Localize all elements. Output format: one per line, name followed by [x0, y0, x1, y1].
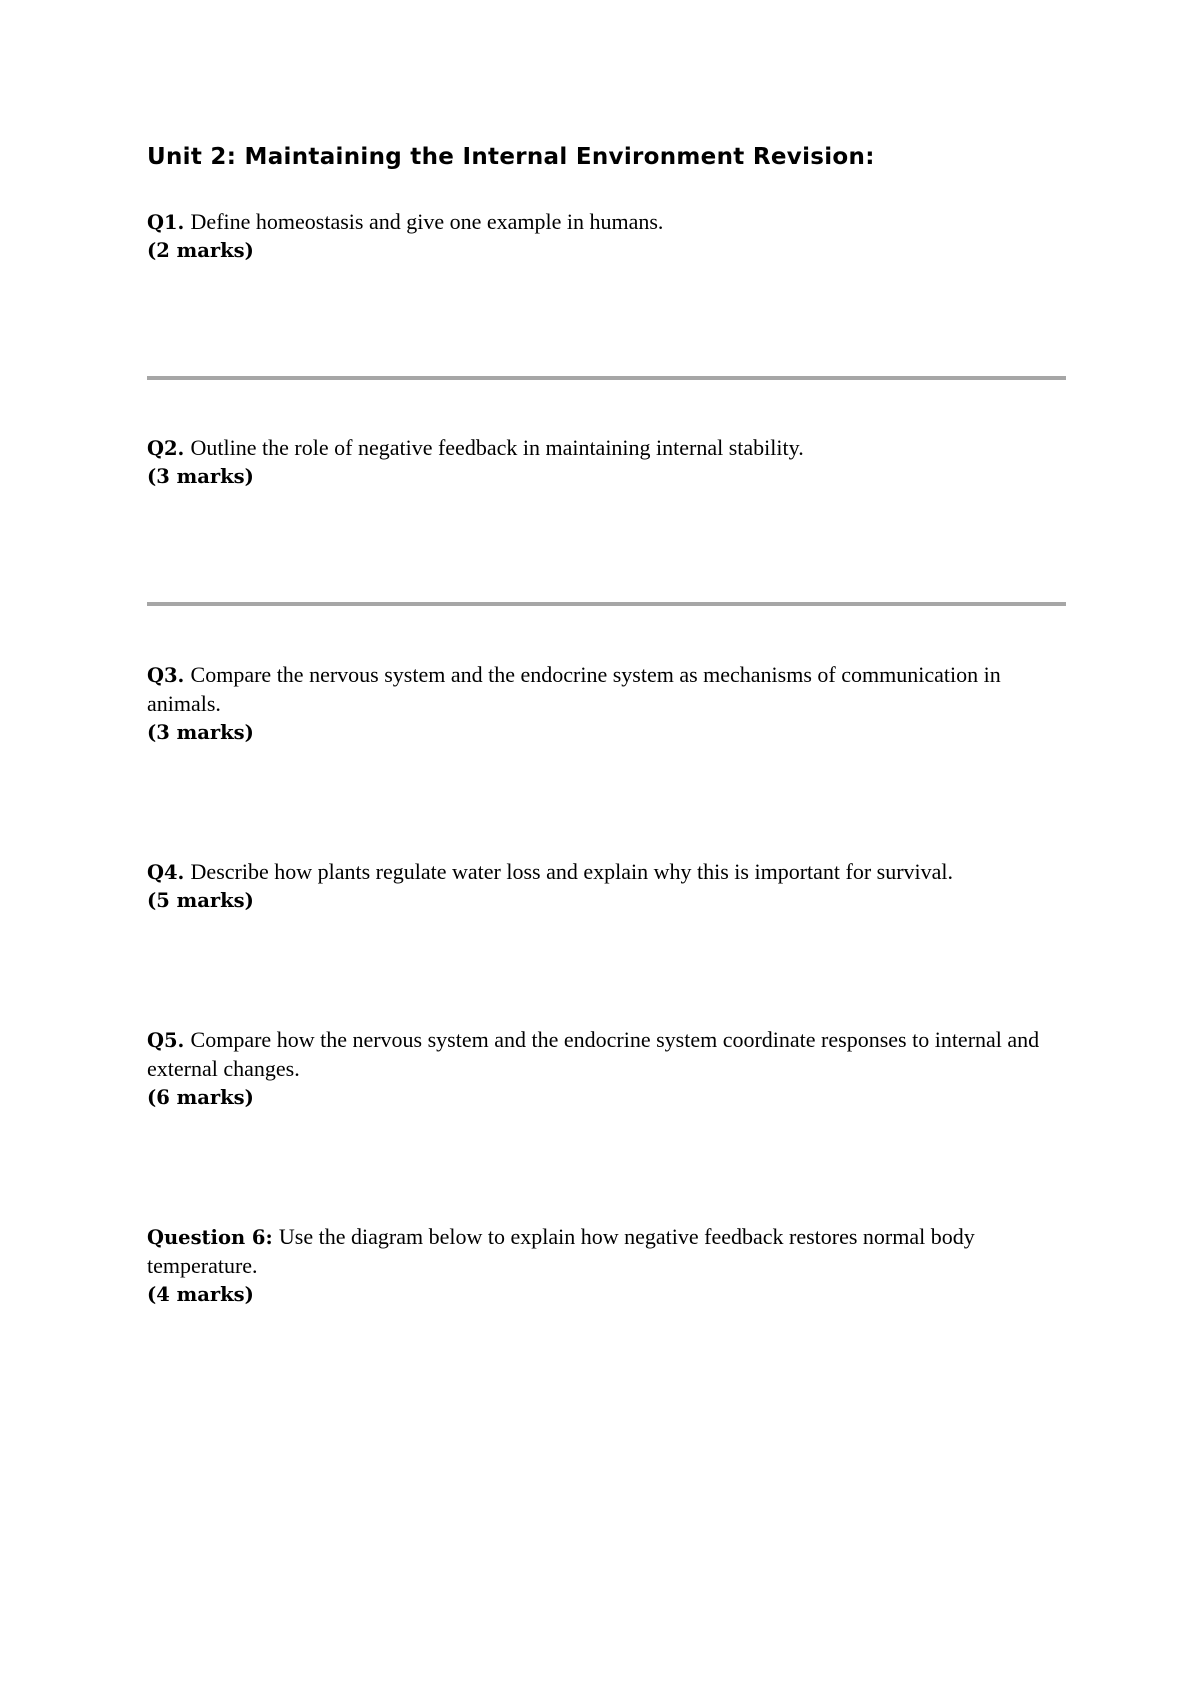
question-marks: (4 marks) [147, 1283, 254, 1306]
divider-line [147, 376, 1066, 380]
question-text: Compare how the nervous system and the endocrine system coordinate responses to internal and external changes. [147, 1027, 1040, 1081]
question-marks: (2 marks) [147, 239, 254, 262]
question-marks: (5 marks) [147, 889, 254, 912]
question-label: Q5. [147, 1029, 185, 1052]
question-text: Compare the nervous system and the endocrine system as mechanisms of communication in animals. [147, 662, 1001, 716]
question-marks: (3 marks) [147, 721, 254, 744]
question-text: Outline the role of negative feedback in maintaining internal stability. [190, 435, 804, 460]
question-text: Use the diagram below to explain how negative feedback restores normal body temperature. [147, 1224, 975, 1278]
question-label: Q2. [147, 437, 185, 460]
question-marks: (6 marks) [147, 1086, 254, 1109]
question-label: Q3. [147, 664, 185, 687]
question-6 [147, 1223, 1067, 1309]
question-marks: (3 marks) [147, 465, 254, 488]
question-text: Define homeostasis and give one example in humans. [190, 209, 664, 234]
question-label: Q1. [147, 211, 185, 234]
question-5 [147, 1026, 1067, 1112]
question-1 [147, 208, 1067, 265]
question-label: Question 6: [147, 1226, 273, 1249]
page-title: Unit 2: Maintaining the Internal Environment Revision: [147, 144, 875, 170]
question-text: Describe how plants regulate water loss and explain why this is important for survival. [190, 859, 954, 884]
question-label: Q4. [147, 861, 185, 884]
question-3 [147, 661, 1067, 747]
question-4 [147, 858, 1067, 915]
question-2 [147, 434, 1067, 491]
divider-line [147, 602, 1066, 606]
